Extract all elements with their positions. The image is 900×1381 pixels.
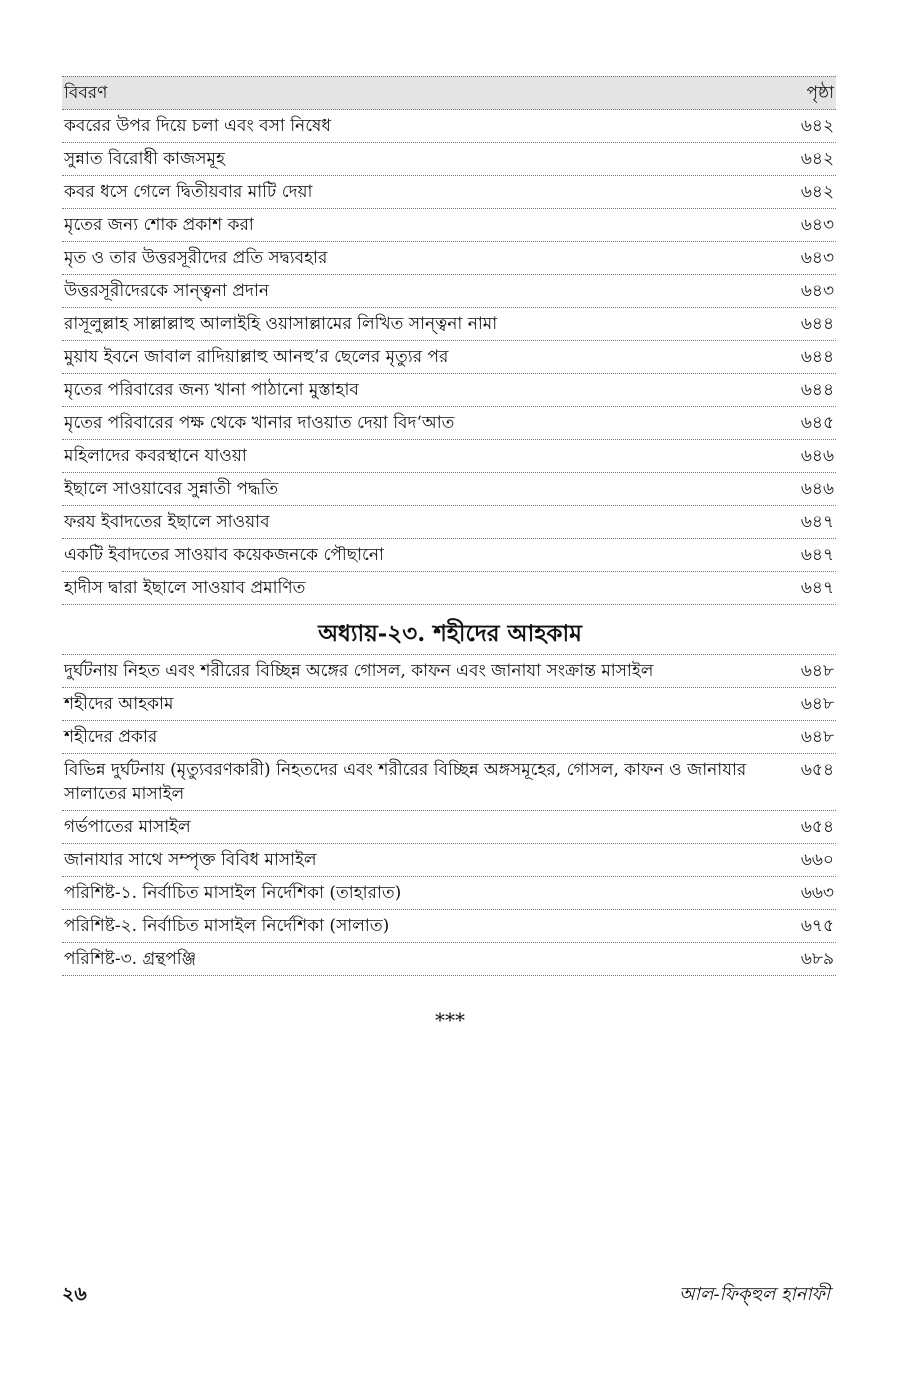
entry-page: ৬৪৭: [800, 578, 834, 598]
entry-title: সুন্নাত বিরোধী কাজসমূহ: [64, 149, 225, 169]
entry-title: পরিশিষ্ট-১. নির্বাচিত মাসাইল নির্দেশিকা (তাহারাত): [64, 883, 402, 903]
book-title: আল-ফিক্হুল হানাফী: [679, 1284, 830, 1305]
entry-page: ৬৪৩: [800, 248, 834, 268]
entry-title: কবরের উপর দিয়ে চলা এবং বসা নিষেধ: [64, 116, 331, 136]
toc-entry: [62, 811, 836, 844]
toc-entry: [62, 655, 836, 688]
toc-entry: [62, 176, 836, 209]
entry-page: ৬৪২: [800, 182, 834, 202]
toc-entry: [62, 242, 836, 275]
toc-entry: [62, 844, 836, 877]
toc-entry: [62, 506, 836, 539]
page-number: ২৬: [62, 1283, 87, 1305]
entry-page: ৬৫৪: [800, 817, 834, 837]
entry-page: ৬৫৪: [800, 760, 834, 780]
entry-page: ৬৪৪: [800, 314, 834, 334]
entry-page: ৬৪৬: [800, 446, 834, 466]
entry-title: কবর ধসে গেলে দ্বিতীয়বার মাটি দেয়া: [64, 182, 313, 202]
entry-page: ৬৪৫: [800, 413, 834, 433]
toc-entry: [62, 308, 836, 341]
entry-page: ৬৪৪: [800, 347, 834, 367]
entry-page: ৬৪২: [800, 116, 834, 136]
entry-title: হাদীস দ্বারা ইছালে সাওয়াব প্রমাণিত: [64, 578, 306, 598]
entry-page: ৬৪৩: [800, 215, 834, 235]
entry-page: ৬৭৫: [800, 916, 834, 936]
entry-title: শহীদের আহকাম: [64, 694, 174, 714]
toc-entry: [62, 572, 836, 605]
entry-title: ফরয ইবাদতের ইছালে সাওয়াব: [64, 512, 270, 532]
toc-header: [62, 76, 836, 110]
entry-title: রাসূলুল্লাহ সাল্লাল্লাহু আলাইহি ওয়াসাল্লামের লিখিত সান্ত্বনা নামা: [64, 314, 498, 334]
entry-page: ৬৪৭: [800, 545, 834, 565]
toc-entry: [62, 374, 836, 407]
entry-page: ৬৪২: [800, 149, 834, 169]
toc-entry: [62, 943, 836, 976]
entry-title: মৃতের জন্য শোক প্রকাশ করা: [64, 215, 254, 235]
entry-title: গর্ভপাতের মাসাইল: [64, 817, 191, 837]
entry-title: ইছালে সাওয়াবের সুন্নাতী পদ্ধতি: [64, 479, 279, 499]
separator: ***: [435, 1008, 465, 1032]
toc-entry: [62, 407, 836, 440]
entry-title: একটি ইবাদতের সাওয়াব কয়েকজনকে পৌছানো: [64, 545, 384, 565]
entry-title: পরিশিষ্ট-৩. গ্রন্থপঞ্জি: [64, 949, 197, 969]
entry-page: ৬৪৮: [800, 727, 834, 747]
entry-title: মৃত ও তার উত্তরসূরীদের প্রতি সদ্ব্যবহার: [64, 248, 328, 268]
toc-table-1: [62, 76, 836, 605]
entry-page: ৬৪৮: [800, 694, 834, 714]
toc-entry: [62, 473, 836, 506]
toc-table-2: [62, 654, 836, 976]
entry-page: ৬৪৪: [800, 380, 834, 400]
header-page: পৃষ্ঠা: [806, 83, 834, 103]
entry-title: বিভিন্ন দুর্ঘটনায় (মৃত্যুবরণকারী) নিহতদের এবং শরীরের বিচ্ছিন্ন অঙ্গসমূহের, গোসল, কাফন ও জানাযার সালাতের মাসাইল: [64, 760, 747, 804]
toc-entry: [62, 110, 836, 143]
toc-entry: [62, 754, 836, 811]
toc-entry: [62, 721, 836, 754]
toc-entry: [62, 275, 836, 308]
entry-page: ৬৬৩: [800, 883, 834, 903]
entry-title: উত্তরসূরীদেরকে সান্ত্বনা প্রদান: [64, 281, 270, 301]
entry-title: জানাযার সাথে সম্পৃক্ত বিবিধ মাসাইল: [64, 850, 317, 870]
toc-entry: [62, 143, 836, 176]
entry-title: মৃতের পরিবারের পক্ষ থেকে খানার দাওয়াত দেয়া বিদ‘আত: [64, 413, 455, 433]
entry-title: শহীদের প্রকার: [64, 727, 158, 747]
toc-entry: [62, 209, 836, 242]
toc-entry: [62, 688, 836, 721]
entry-page: ৬৪৮: [800, 661, 834, 681]
toc-entry: [62, 877, 836, 910]
entry-title: পরিশিষ্ট-২. নির্বাচিত মাসাইল নির্দেশিকা (সালাত): [64, 916, 390, 936]
toc-entry: [62, 910, 836, 943]
chapter-title: অধ্যায়-২৩. শহীদের আহকাম: [318, 620, 582, 647]
entry-title: মহিলাদের কবরস্থানে যাওয়া: [64, 446, 247, 466]
entry-title: দুর্ঘটনায় নিহত এবং শরীরের বিচ্ছিন্ন অঙ্গের গোসল, কাফন এবং জানাযা সংক্রান্ত মাসাইল: [64, 661, 654, 681]
entry-page: ৬৪৬: [800, 479, 834, 499]
entry-page: ৬৪৭: [800, 512, 834, 532]
toc-entry: [62, 341, 836, 374]
entry-title: মৃতের পরিবারের জন্য খানা পাঠানো মুস্তাহাব: [64, 380, 359, 400]
entry-title: মুয়ায ইবনে জাবাল রাদিয়াল্লাহু আনহু’র ছেলের মৃত্যুর পর: [64, 347, 449, 367]
header-description: বিবরণ: [64, 83, 108, 103]
entry-page: ৬৬০: [800, 850, 834, 870]
toc-entry: [62, 539, 836, 572]
entry-page: ৬৮৯: [800, 949, 834, 969]
entry-page: ৬৪৩: [800, 281, 834, 301]
toc-entry: [62, 440, 836, 473]
